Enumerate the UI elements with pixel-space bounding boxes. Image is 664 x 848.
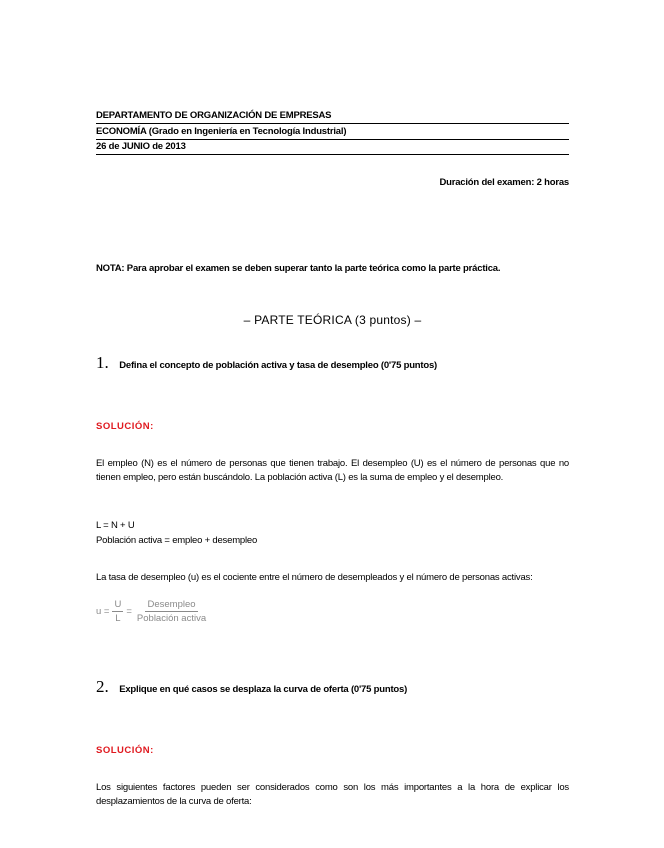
solution-label-2: SOLUCIÓN: [96, 745, 154, 756]
fraction-u-over-l [112, 599, 123, 624]
question-1-number: 1. [96, 353, 109, 372]
solution-label-1: SOLUCIÓN: [96, 421, 154, 432]
date-line: 26 de JUNIO de 2013 [96, 141, 186, 152]
unemployment-rate-equation [96, 599, 208, 624]
question-1 [96, 353, 437, 373]
fraction-numerator-u: U [114, 599, 122, 610]
solution-1-paragraph-1: El empleo (N) es el número de personas que tienen trabajo. El desempleo (U) es el número de personas que no tienen empleo, pero están buscándolo. La población activa (L) es la suma de empleo y el desempleo. [96, 458, 569, 483]
exam-duration: Duración del examen: 2 horas [439, 177, 569, 188]
fraction-denominator-l: L [115, 613, 121, 624]
solution-1-paragraph-2: La tasa de desempleo (u) es el cociente entre el número de desempleados y el número de personas activas: [96, 572, 533, 583]
formula-1: L = N + U [96, 520, 135, 531]
solution-2-paragraph-1: Los siguientes factores pueden ser considerados como son los más importantes a la hora de explicar los desplazamientos de la curva de oferta: [96, 782, 569, 807]
question-2-text: Explique en qué casos se desplaza la curva de oferta (0'75 puntos) [119, 684, 408, 695]
question-2 [96, 677, 407, 697]
equation-equals: = [126, 606, 132, 617]
header-divider-3 [96, 154, 569, 155]
header-divider-1 [96, 123, 569, 124]
question-2-number: 2. [96, 677, 109, 696]
department-line: DEPARTAMENTO DE ORGANIZACIÓN DE EMPRESAS [96, 110, 332, 121]
question-1-text: Defina el concepto de población activa y tasa de desempleo (0'75 puntos) [119, 360, 438, 371]
exam-note: NOTA: Para aprobar el examen se deben superar tanto la parte teórica como la parte práctica. [96, 263, 501, 274]
section-title: – PARTE TEÓRICA (3 puntos) – [243, 313, 422, 327]
fraction-numerator-desempleo: Desempleo [147, 599, 196, 610]
fraction-desempleo-over-poblacion [135, 599, 208, 624]
equation-lhs: u = [96, 606, 110, 617]
course-line: ECONOMÍA (Grado en Ingeniería en Tecnología Industrial) [96, 126, 347, 137]
fraction-denominator-poblacion: Población activa [136, 613, 207, 624]
formula-2: Población activa = empleo + desempleo [96, 535, 258, 546]
